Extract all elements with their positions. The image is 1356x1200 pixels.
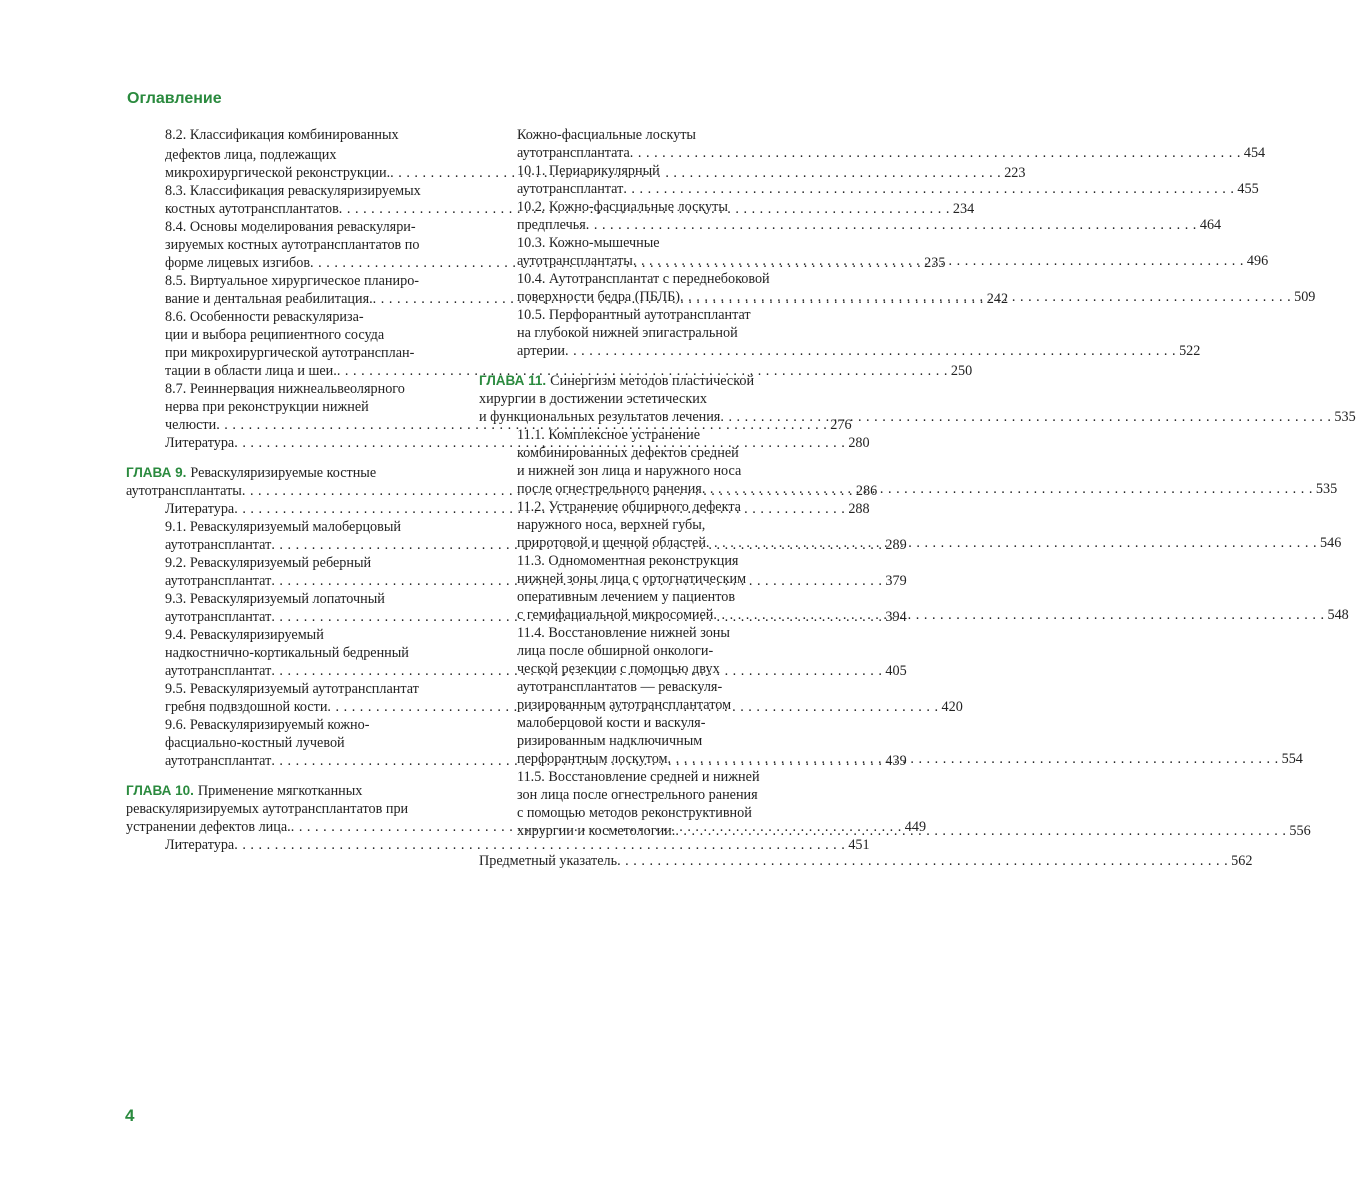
toc-line xyxy=(165,716,369,734)
toc-line xyxy=(165,236,420,254)
dot-leader xyxy=(702,480,1313,498)
toc-entry-text: с помощью методов реконструктивной xyxy=(517,805,752,821)
dot-leader xyxy=(633,252,1244,270)
dot-leader xyxy=(706,534,1317,552)
toc-entry-text: 11.1. Комплексное устранение xyxy=(517,427,700,443)
toc-entry-text: поверхности бедра (ПБЛБ) xyxy=(517,289,681,305)
toc-entry-text: после огнестрельного ранения xyxy=(517,481,702,497)
toc-line xyxy=(517,180,1259,198)
toc-line xyxy=(517,462,741,480)
page-header-title: Оглавление xyxy=(127,90,222,107)
toc-line xyxy=(165,218,416,236)
toc-page-number: 235 xyxy=(924,255,946,271)
toc-chapter-line xyxy=(126,464,376,482)
toc-line xyxy=(479,390,707,408)
toc-page-number: 455 xyxy=(1237,181,1259,197)
toc-page-number: 250 xyxy=(950,363,973,379)
toc-line xyxy=(517,516,705,534)
toc-entry-text: аутотрансплантат xyxy=(165,663,272,679)
toc-page-number: 223 xyxy=(1004,165,1026,181)
toc-entry-text: 9.1. Реваскуляризуемый малоберцовый xyxy=(165,519,401,535)
toc-page-number: 464 xyxy=(1199,217,1222,233)
toc-entry-text: 8.5. Виртуальное хирургическое планиро- xyxy=(165,273,420,289)
toc-page-number: 289 xyxy=(885,537,907,553)
toc-page-number: 535 xyxy=(1334,409,1356,425)
toc-line xyxy=(517,570,746,588)
toc-line xyxy=(165,326,384,344)
toc-entry-text: аутотрансплантатов — реваскуля- xyxy=(517,679,723,695)
toc-entry-text: Кожно-фасциальные лоскуты xyxy=(517,127,696,143)
toc-line xyxy=(517,642,713,660)
toc-entry-text: 9.4. Реваскуляризируемый xyxy=(165,627,324,643)
toc-entry-text: аутотрансплантат xyxy=(165,609,272,625)
dot-leader xyxy=(586,216,1197,234)
dot-leader xyxy=(565,342,1176,360)
toc-entry-text: лица после обширной онкологи- xyxy=(517,643,714,659)
toc-entry-text: 8.4. Основы моделирования реваскуляри- xyxy=(165,219,416,235)
toc-entry-text: Применение мягкотканных xyxy=(197,783,363,799)
toc-entry-text: ции и выбора реципиентного сосуда xyxy=(165,327,385,343)
toc-entry-text: 8.6. Особенности реваскуляриза- xyxy=(165,309,364,325)
toc-entry-text: при микрохирургической аутотрансплан- xyxy=(165,345,415,361)
toc-entry-text: 9.5. Реваскуляризуемый аутотрансплантат xyxy=(165,681,419,697)
toc-line xyxy=(165,344,414,362)
toc-page-number: 509 xyxy=(1294,289,1316,305)
toc-entry-text: Литература xyxy=(165,501,235,517)
toc-page-number: 276 xyxy=(830,417,852,433)
toc-page-number: 449 xyxy=(904,819,927,835)
toc-entry-text: реваскуляризируемых аутотрансплантатов при xyxy=(126,801,409,817)
toc-entry-text: 10.2. Кожно-фасциальные лоскуты xyxy=(517,199,728,215)
toc-line xyxy=(165,362,973,380)
toc-entry-text: перфорантным лоскутом xyxy=(517,751,668,767)
toc-entry-text: нерва при реконструкции нижней xyxy=(165,399,369,415)
toc-page-number: 496 xyxy=(1246,253,1269,269)
toc-line xyxy=(517,714,705,732)
toc-line xyxy=(517,732,702,750)
toc-page-number: 554 xyxy=(1281,751,1303,767)
toc-entry-text: устранении дефектов лица. xyxy=(126,819,291,835)
toc-entry-text: с гемифациальной микросомией xyxy=(517,607,714,623)
toc-entry-text: тации в области лица и шеи. xyxy=(165,363,337,379)
toc-entry-text: приротовой и щечной областей xyxy=(517,535,706,551)
toc-entry-text: 11.4. Восстановление нижней зоны xyxy=(517,625,730,641)
toc-line xyxy=(165,554,371,572)
toc-page-number: 556 xyxy=(1289,823,1311,839)
toc-line xyxy=(517,444,739,462)
toc-entry-text: 8.2. Классификация комбинированных xyxy=(165,127,399,143)
toc-page-number: 535 xyxy=(1315,481,1338,497)
dot-leader xyxy=(623,180,1234,198)
toc-entry-text: Литература xyxy=(165,837,235,853)
toc-entry-text: 10.4. Аутотрансплантат с переднебоковой xyxy=(517,271,770,287)
toc-entry-text: 10.3. Кожно-мышечные xyxy=(517,235,660,251)
toc-entry-text: дефектов лица, подлежащих xyxy=(165,147,337,163)
toc-page-number: 548 xyxy=(1327,607,1349,623)
toc-entry-text: 9.2. Реваскуляризуемый реберный xyxy=(165,555,372,571)
toc-line xyxy=(165,644,409,662)
toc-entry-text: костных аутотрансплантатов xyxy=(165,201,339,217)
toc-entry-text: ризированным надключичным xyxy=(517,733,703,749)
chapter-label: ГЛАВА 11. xyxy=(479,373,547,388)
toc-page-number: 288 xyxy=(848,501,870,517)
toc-entry-text: и нижней зон лица и наружного носа xyxy=(517,463,742,479)
toc-line xyxy=(517,786,758,804)
toc-line xyxy=(517,498,741,516)
toc-entry-text: 8.7. Реиннервация нижнеальвеолярного xyxy=(165,381,405,397)
toc-line xyxy=(517,696,731,714)
toc-line xyxy=(165,272,419,290)
toc-entry-text: Реваскуляризируемые костные xyxy=(190,465,377,481)
toc-entry-text: аутотрансплантат xyxy=(165,537,272,553)
toc-chapter-line xyxy=(126,782,362,800)
toc-page-number: 454 xyxy=(1243,145,1266,161)
toc-entry-text: Литература xyxy=(165,435,235,451)
toc-page-number: 546 xyxy=(1320,535,1342,551)
toc-entry-text: хирургии и косметологии. xyxy=(517,823,676,839)
toc-page-number: 379 xyxy=(885,573,907,589)
toc-entry-text: ризированным аутотрансплантатом xyxy=(517,697,732,713)
toc-entry-text: челюсти xyxy=(165,417,217,433)
toc-entry-text: 11.3. Одномоментная реконструкция xyxy=(517,553,739,569)
toc-page-number: 286 xyxy=(855,483,878,499)
toc-entry-text: фасциально-костный лучевой xyxy=(165,735,345,751)
toc-line xyxy=(517,144,1266,162)
toc-entry-text: оперативным лечением у пациентов xyxy=(517,589,736,605)
toc-page-number: 420 xyxy=(941,699,963,715)
toc-entry-text: 11.5. Восстановление средней и нижней xyxy=(517,769,760,785)
dot-leader xyxy=(713,606,1324,624)
toc-line xyxy=(517,162,660,180)
toc-entry-text: 8.3. Классификация реваскуляризируемых xyxy=(165,183,421,199)
toc-entry-text: 9.3. Реваскуляризуемый лопаточный xyxy=(165,591,385,607)
toc-entry-text: вание и дентальная реабилитация. xyxy=(165,291,373,307)
toc-page-number: 451 xyxy=(848,837,870,853)
toc-page-number: 242 xyxy=(986,291,1009,307)
toc-line xyxy=(517,804,752,822)
toc-line xyxy=(165,626,324,644)
toc-entry-text: аутотрансплантата xyxy=(517,145,630,161)
toc-entry-text: наружного носа, верхней губы, xyxy=(517,517,706,533)
toc-line xyxy=(479,852,1253,870)
toc-entry-text: аутотрансплантаты xyxy=(517,253,633,269)
toc-line xyxy=(165,380,405,398)
toc-line xyxy=(165,518,401,536)
toc-page-number: 562 xyxy=(1231,853,1253,869)
toc-line xyxy=(165,680,419,698)
toc-entry-text: и функциональных результатов лечения xyxy=(479,409,721,425)
toc-line xyxy=(517,342,1201,360)
dot-leader xyxy=(680,288,1291,306)
toc-entry-text: форме лицевых изгибов xyxy=(165,255,311,271)
toc-entry-text: зон лица после огнестрельного ранения xyxy=(517,787,758,803)
toc-line xyxy=(517,624,730,642)
toc-line xyxy=(517,324,738,342)
toc-line xyxy=(517,768,760,786)
toc-line xyxy=(517,678,722,696)
toc-line xyxy=(517,198,728,216)
dot-leader xyxy=(668,750,1279,768)
toc-entry-text: на глубокой нижней эпигастральной xyxy=(517,325,738,341)
toc-entry-text: гребня подвздошной кости xyxy=(165,699,328,715)
toc-entry-text: хирургии в достижении эстетических xyxy=(479,391,707,407)
toc-page-number: 405 xyxy=(885,663,907,679)
toc-line xyxy=(517,216,1222,234)
chapter-label: ГЛАВА 9. xyxy=(126,465,187,480)
toc-entry-text: комбинированных дефектов средней xyxy=(517,445,739,461)
toc-entry-text: 10.1. Периарикулярный xyxy=(517,163,660,179)
toc-page-number: 234 xyxy=(952,201,975,217)
chapter-label: ГЛАВА 10. xyxy=(126,783,194,798)
toc-entry-text: Предметный указатель xyxy=(479,853,618,869)
toc-entry-text: артерии xyxy=(517,343,565,359)
toc-line xyxy=(517,426,700,444)
toc-chapter-line xyxy=(479,372,754,390)
toc-entry-text: 9.6. Реваскуляризируемый кожно- xyxy=(165,717,370,733)
toc-entry-text: нижней зоны лица с ортогнатическим xyxy=(517,571,747,587)
toc-line xyxy=(165,734,345,752)
dot-leader xyxy=(675,822,1286,840)
toc-entry-text: предплечья xyxy=(517,217,586,233)
toc-line xyxy=(517,588,735,606)
page-number: 4 xyxy=(125,1106,135,1125)
dot-leader xyxy=(617,852,1228,870)
toc-entry-text: микрохирургической реконструкции. xyxy=(165,165,391,181)
toc-entry-text: аутотрансплантат xyxy=(165,753,272,769)
toc-line xyxy=(165,398,369,416)
toc-line xyxy=(165,126,399,144)
toc-entry-text: зируемых костных аутотрансплантатов по xyxy=(165,237,420,253)
toc-page-number: 439 xyxy=(885,753,907,769)
toc-entry-text: 11.2. Устранение обширного дефекта xyxy=(517,499,741,515)
toc-line xyxy=(517,552,738,570)
toc-page-number: 280 xyxy=(848,435,870,451)
toc-entry-text: надкостнично-кортикальный бедренный xyxy=(165,645,409,661)
dot-leader xyxy=(720,408,1331,426)
toc-page-number: 522 xyxy=(1179,343,1201,359)
toc-line xyxy=(517,306,751,324)
toc-line xyxy=(165,182,421,200)
toc-entry-text: аутотрансплантаты xyxy=(126,483,242,499)
toc-line xyxy=(517,126,696,144)
toc-line xyxy=(165,146,336,164)
dot-leader xyxy=(630,144,1241,162)
toc-entry-text: ческой резекции с помощью двух xyxy=(517,661,720,677)
toc-entry-text: аутотрансплантат xyxy=(165,573,272,589)
toc-line xyxy=(517,234,660,252)
toc-line xyxy=(517,660,720,678)
toc-page-number: 394 xyxy=(885,609,907,625)
toc-entry-text: малоберцовой кости и васкуля- xyxy=(517,715,706,731)
toc-line xyxy=(165,308,364,326)
toc-line xyxy=(165,590,385,608)
toc-entry-text: Синергизм методов пластической xyxy=(550,373,755,389)
toc-entry-text: 10.5. Перфорантный аутотрансплантат xyxy=(517,307,751,323)
toc-entry-text: аутотрансплантат xyxy=(517,181,624,197)
toc-line xyxy=(517,270,770,288)
toc-line xyxy=(126,800,408,818)
toc-line xyxy=(165,836,870,854)
